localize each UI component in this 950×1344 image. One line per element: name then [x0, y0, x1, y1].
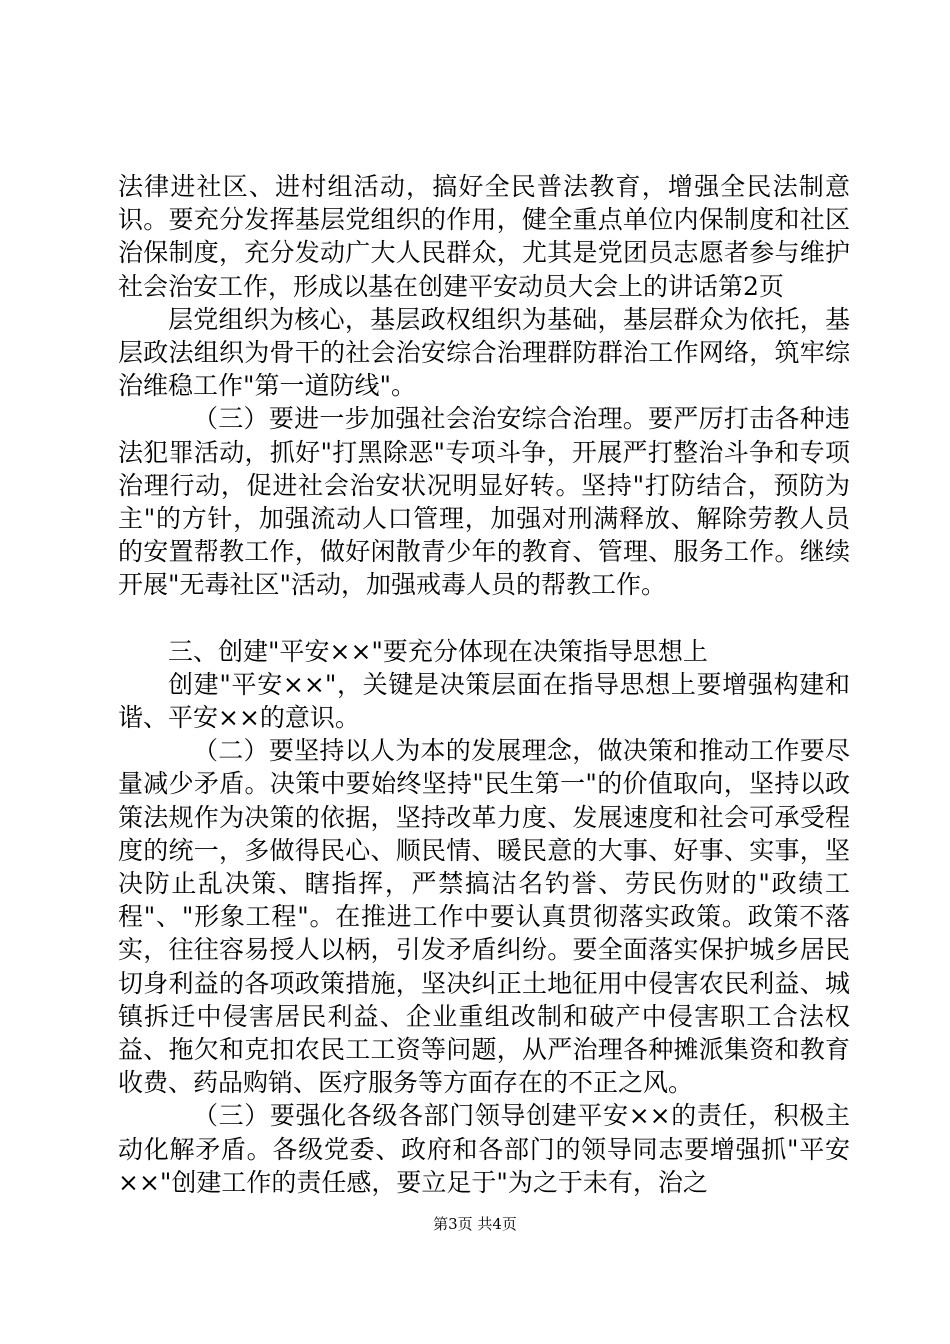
- page-footer: 第3页 共4页: [433, 1215, 517, 1233]
- paragraph-1: 法律进社区、进村组活动，搞好全民普法教育，增强全民法制意识。要充分发挥基层党组织的作用，健全重点单位内保制度和社区治保制度，充分发动广大人民群众，尤其是党团员志愿者参与维护社会治安工作，形成以基在创建平安动员大会上的讲话第2页: [118, 172, 850, 301]
- paragraph-2: 层党组织为核心，基层政权组织为基础，基层群众为依托，基层政法组织为骨干的社会治安综合治理群防群治工作网络，筑牢综治维稳工作"第一道防线"。: [118, 304, 850, 401]
- paragraph-6: （三）要强化各级各部门领导创建平安××的责任，积极主动化解矛盾。各级党委、政府和各部门的领导同志要增强抓"平安××"创建工作的责任感，要立足于"为之于未有，治之: [118, 1101, 850, 1197]
- paragraph-5: （二）要坚持以人为本的发展理念，做决策和推动工作要尽量减少矛盾。决策中要始终坚持"民生第一"的价值取向，坚持以政策法规作为决策的依据，坚持改革力度、发展速度和社会可承受程度的统一，多做得民心、顺民情、暖民意的大事、好事、实事，坚决防止乱决策、瞎指挥，严禁搞沽名钓誉、劳民伤财的"政绩工程"、"形象工程"。在推进工作中要认真贯彻落实政策。政策不落实，往往容易授人以柄，引发矛盾纠纷。要全面落实保护城乡居民切身利益的各项政策措施，坚决纠正土地征用中侵害农民利益、城镇拆迁中侵害居民利益、企业重组改制和破产中侵害职工合法权益、拖欠和克扣农民工工资等问题，从严治理各种摊派集资和教育收费、药品购销、医疗服务等方面存在的不正之风。: [118, 736, 850, 1098]
- document-body: [118, 170, 850, 1199]
- paragraph-3: （三）要进一步加强社会治安综合治理。要严厉打击各种违法犯罪活动，抓好"打黑除恶"专项斗争，开展严打整治斗争和专项治理行动，促进社会治安状况明显好转。坚持"打防结合，预防为主"的方针，加强流动人口管理，加强对刑满释放、解除劳教人员的安置帮教工作，做好闲散青少年的教育、管理、服务工作。继续开展"无毒社区"活动，加强戒毒人员的帮教工作。: [118, 404, 850, 600]
- paragraph-4: 创建"平安××"，关键是决策层面在指导思想上要增强构建和谐、平安××的意识。: [118, 669, 850, 733]
- section-heading: 三、创建"平安××"要充分体现在决策指导思想上: [168, 636, 708, 666]
